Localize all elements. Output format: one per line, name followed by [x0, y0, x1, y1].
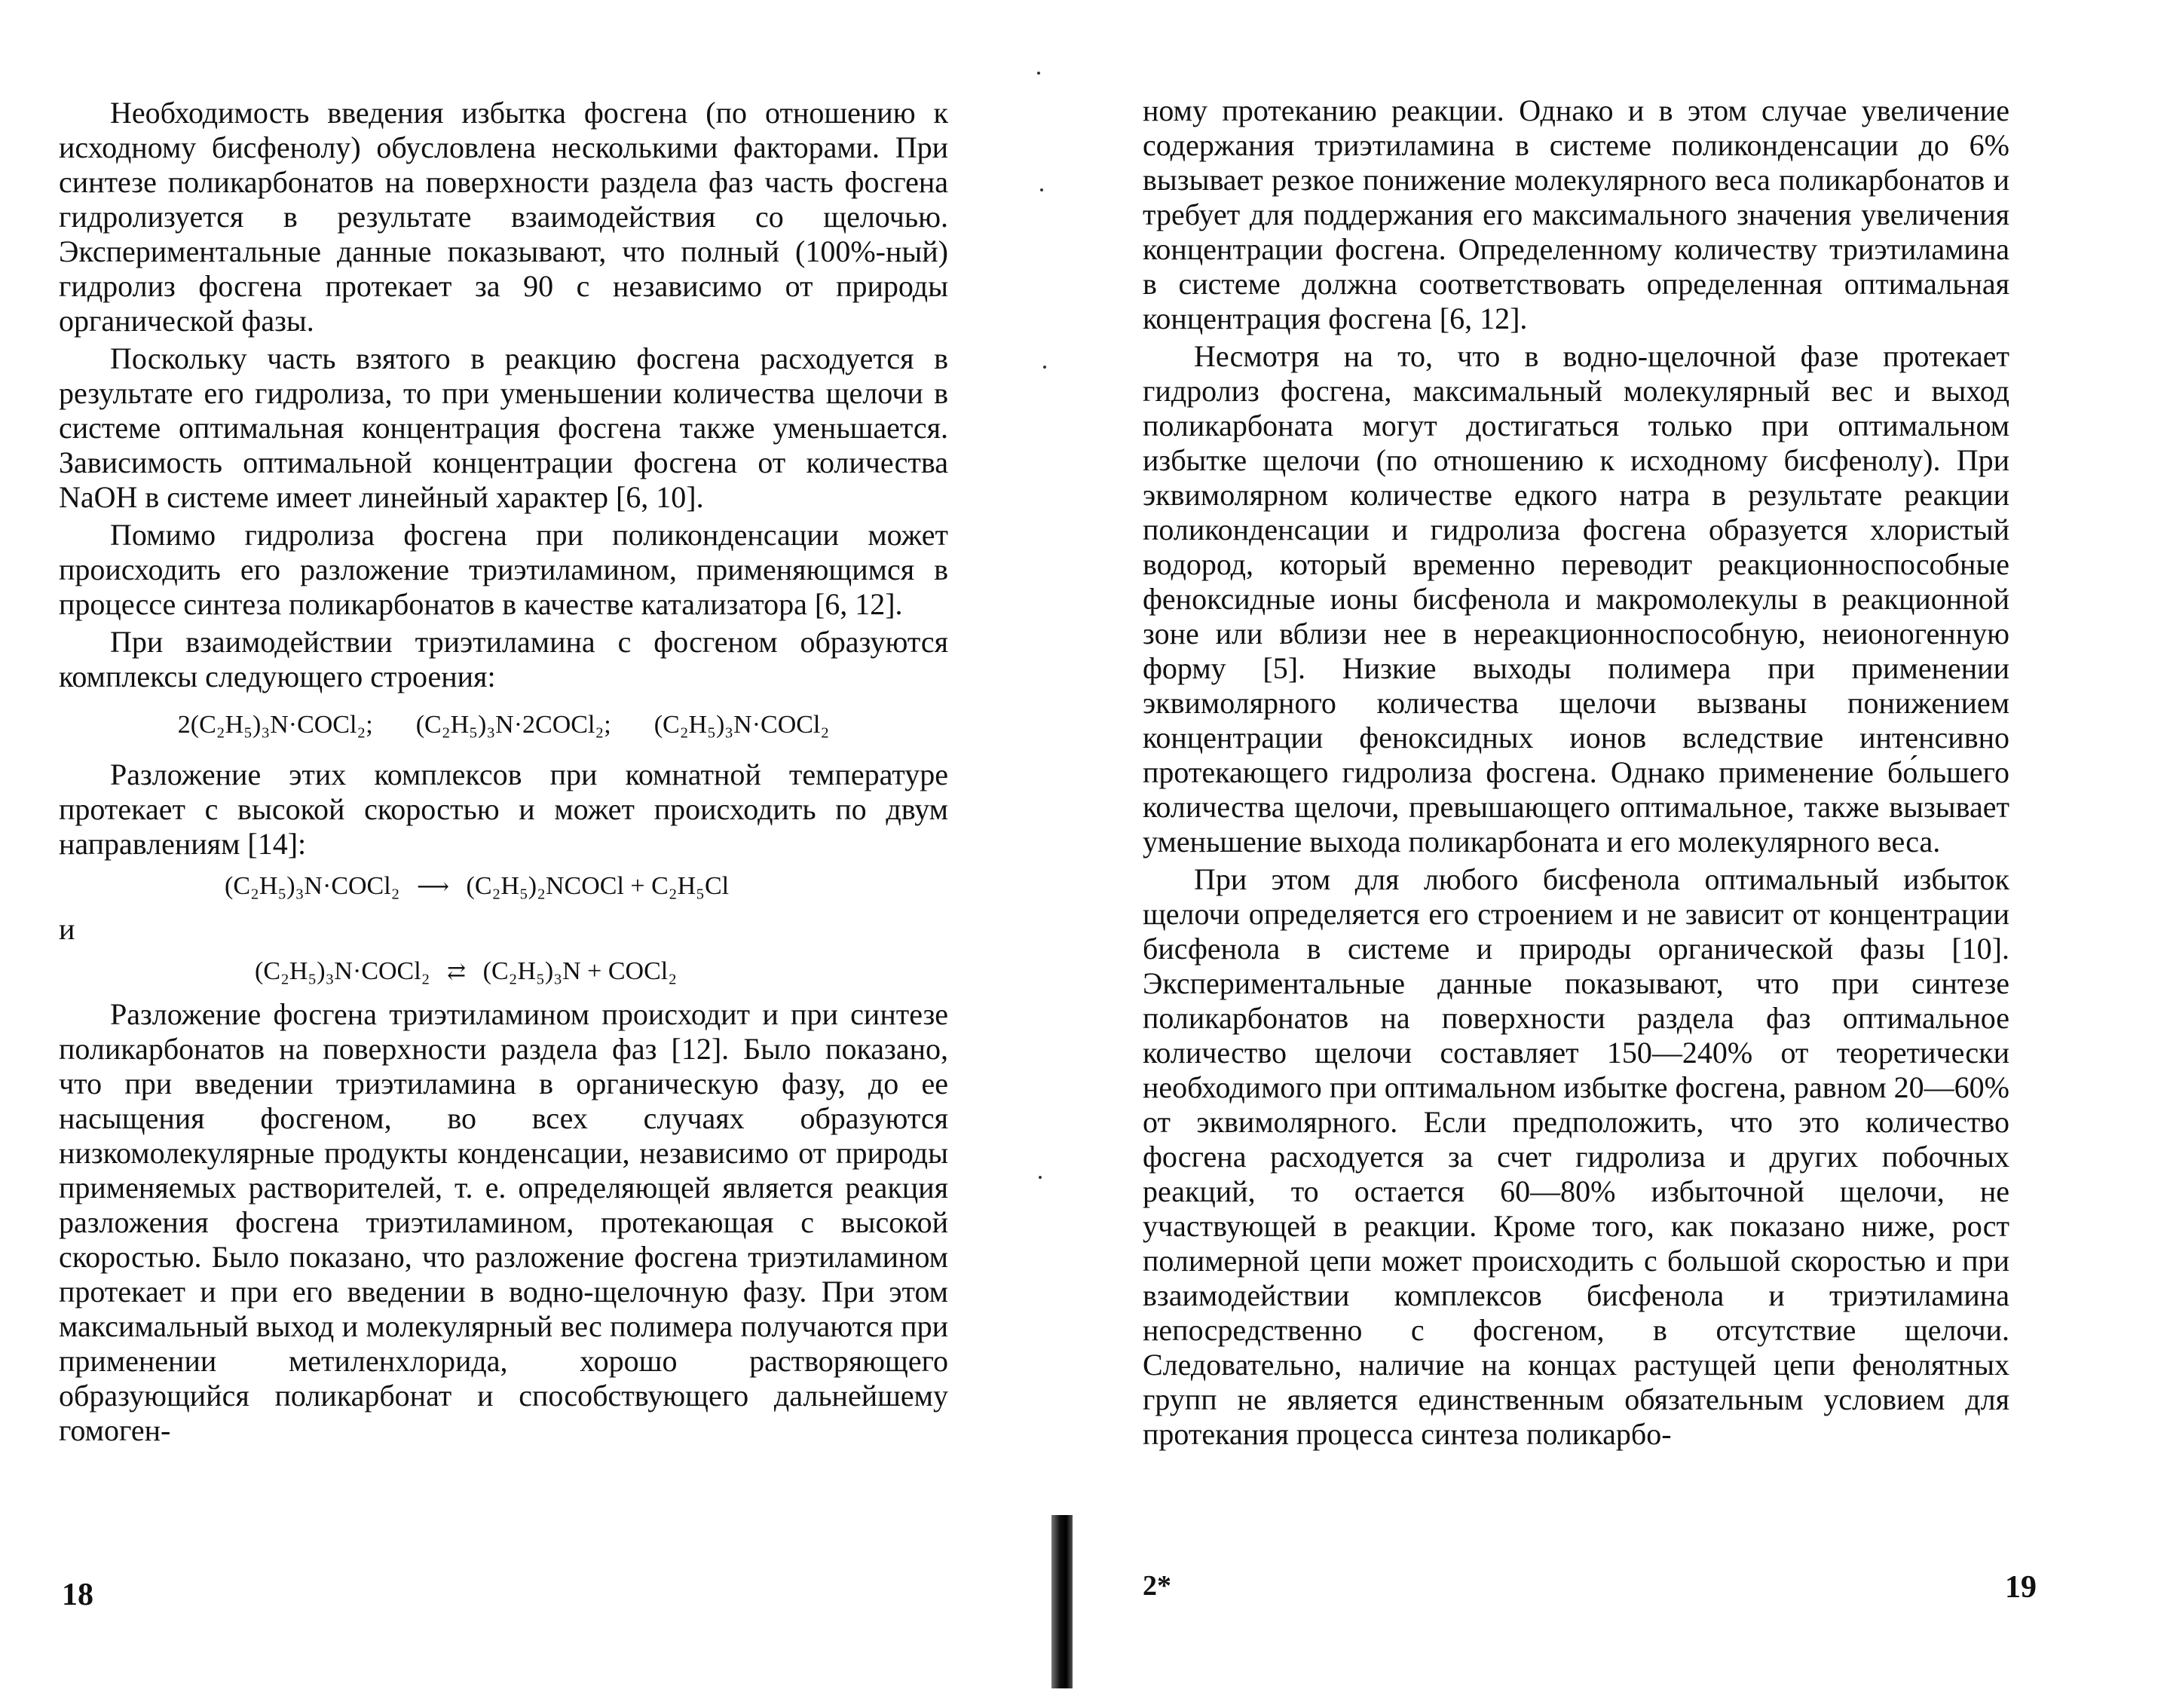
paragraph: При взаимодействии триэтиламина с фосгеном образуются комплексы следующего строения:: [59, 625, 948, 693]
reaction-1-products: (C₂H₅)₂NCOCl + C₂H₅Cl: [466, 872, 730, 900]
complexes-formula: [59, 708, 948, 742]
paragraph: ному протеканию реакции. Однако и в этом случае увеличение содержания триэтиламина в системе поликонденсации до 6% вызывает резкое понижение молекулярного веса поликарбонатов и требует для поддержания его максимального значения увеличения концентрации фосгена. Определенному количеству триэтиламина в системе должна соответствовать определенная оптимальная концентрация фосгена [6, 12].: [1143, 93, 2009, 335]
page-number: 18: [62, 1578, 93, 1612]
paragraph: Необходимость введения избытка фосгена (по отношению к исходному бисфенолу) обусловлена несколькими факторами. При синтезе поликарбонатов на поверхности раздела фаз часть фосгена гидролизуется в результате взаимодействия со щелочью. Экспериментальные данные показывают, что полный (100%-ный) гидролиз фосгена протекает за 90 с независимо от природы органической фазы.: [59, 96, 948, 338]
complex-3: (C₂H₅)₃N·COCl₂: [653, 711, 830, 739]
reaction-1: [59, 869, 948, 905]
complex-1: 2(C₂H₅)₃N·COCl₂;: [177, 711, 373, 739]
paragraph: Помимо гидролиза фосгена при поликонденсации может происходить его разложение триэтиламином, применяющимся в процессе синтеза поликарбонатов в качестве катализатора [6, 12].: [59, 518, 948, 621]
signature-mark: 2*: [1143, 1570, 1171, 1602]
paragraph: Разложение фосгена триэтиламином происходит и при синтезе поликарбонатов на поверхности раздела фаз [12]. Было показано, что при введении триэтиламина в органическую фазу, до ее насыщения фосгеном, во всех случаях образуются низкомолекулярные продукты конденсации, независимо от природы применяемых растворителей, т. е. определяющей является реакция разложения фосгена триэтиламином, протекающая с высокой скоростью. Было показано, что разложение фосгена триэтиламином протекает и при его введении в водно-щелочную фазу. При этом максимальный выход и молекулярный вес полимера получаются при применении метиленхлорида, хорошо растворяющего образующийся поликарбонат и способствующего дальнейшему гомоген-: [59, 997, 948, 1447]
right-page: [1040, 0, 2170, 1708]
page-number: 19: [2005, 1570, 2037, 1605]
reaction-2: [59, 954, 948, 990]
paragraph: Поскольку часть взятого в реакцию фосгена расходуется в результате его гидролиза, то при уменьшении количества щелочи в системе оптимальная концентрация фосгена также уменьшается. Зависимость оптимальной концентрации фосгена от количества NaOH в системе имеет линейный характер [6, 10].: [59, 341, 948, 514]
complex-2: (C₂H₅)₃N·2COCl₂;: [415, 711, 611, 739]
equilibrium-arrow-icon: ⇄: [447, 960, 467, 984]
reaction-2-products: (C₂H₅)₃N + COCl₂: [482, 957, 678, 985]
forward-arrow-icon: ⟶: [417, 874, 450, 899]
paragraph: При этом для любого бисфенола оптимальный избыток щелочи определяется его строением и не зависит от концентрации бисфенола в системе и природы органической фазы [10]. Экспериментальные данные показывают, что при синтезе поликарбонатов на поверхности раздела фаз оптимальное количество щелочи составляет 150—240% от теоретически необходимого при оптимальном избытке фосгена, равном 20—60% от эквимолярного. Если предположить, что это количество фосгена расходуется за счет гидролиза и других побочных реакций, то остается 60—80% избыточной щелочи, не участвующей в реакции. Кроме того, как показано ниже, рост полимерной цепи может происходить с большой скоростью и при взаимодействии комплексов бисфенола и триэтиламина непосредственно с фосгеном, в отсутствие щелочи. Следовательно, наличие на концах растущей цепи фенолятных групп не является единственным обязательным условием для протекания процесса синтеза поликарбо-: [1143, 862, 2009, 1451]
reaction-2-reactant: (C₂H₅)₃N·COCl₂: [255, 957, 430, 985]
right-text-column: [1143, 93, 2009, 1455]
conjunction: и: [59, 912, 75, 946]
paragraph: Несмотря на то, что в водно-щелочной фазе протекает гидролиз фосгена, максимальный молекулярный вес и выход поликарбоната могут достигаться только при оптимальном избытке щелочи (по отношению к исходному бисфенолу). При эквимолярном количестве едкого натра в результате реакции поликонденсации и гидролиза фосгена образуется хлористый водород, который временно переводит реакционноспособные феноксидные ионы бисфенола и макромолекулы в реакционной зоне или вблизи нее в нереакционноспособную, неионогенную форму [5]. Низкие выходы полимера при применении эквимолярного количества щелочи вызваны понижением концентрации феноксидных ионов вследствие интенсивно протекающего гидролиза фосгена. Однако применение бо́льшего количества щелочи, превышающего оптимальное, также вызывает уменьшение выхода поликарбоната и его молекулярного веса.: [1143, 339, 2009, 859]
left-text-column: [59, 96, 948, 1451]
left-page: [0, 0, 1010, 1708]
paragraph: Разложение этих комплексов при комнатной температуре протекает с высокой скоростью и может происходить по двум направлениям [14]:: [59, 758, 948, 861]
reaction-1-reactant: (C₂H₅)₃N·COCl₂: [225, 872, 400, 900]
